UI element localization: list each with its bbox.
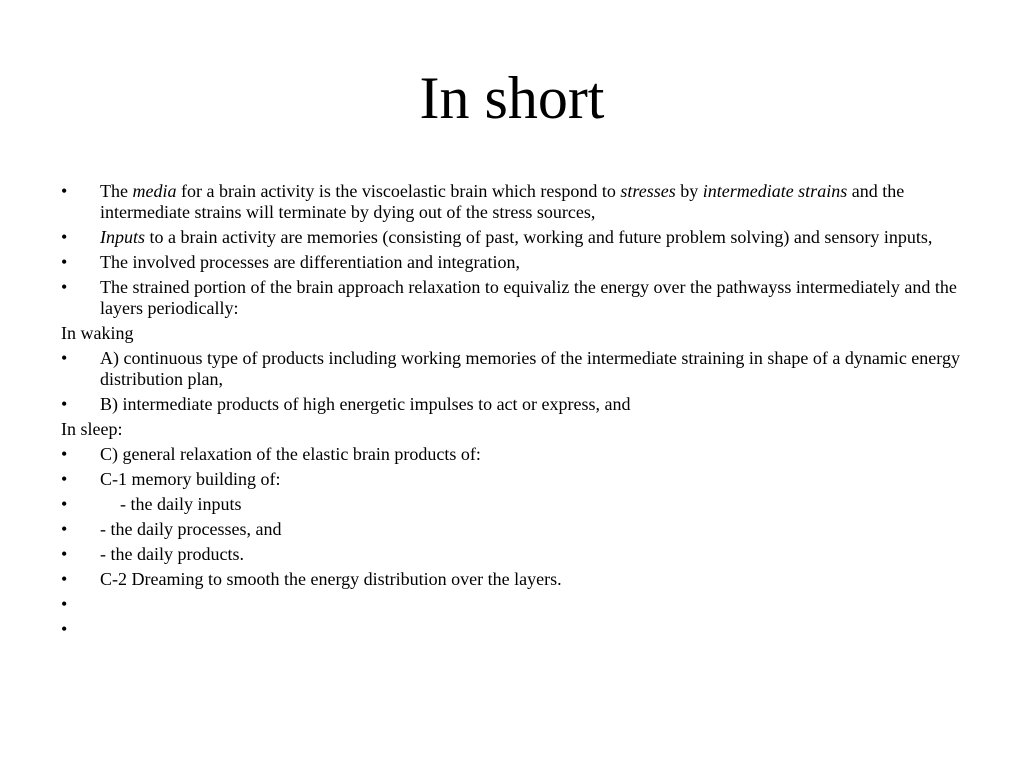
- item-text: [61, 419, 122, 439]
- text-segment: and the intermediate strains will terminate by dying out of the stress sources,: [100, 181, 905, 222]
- item-text: [100, 619, 105, 639]
- bullet-item: [61, 569, 971, 590]
- item-text: [100, 569, 562, 589]
- text-segment: B) intermediate products of high energetic impulses to act or express, and: [100, 394, 631, 414]
- bullet-marker: •: [61, 519, 68, 539]
- bullet-item: [61, 444, 971, 465]
- item-text: [100, 444, 481, 464]
- item-text: [100, 252, 520, 272]
- bullet-marker: •: [61, 252, 68, 272]
- bullet-item: [61, 252, 971, 273]
- bullet-marker: •: [61, 469, 68, 489]
- text-segment: for a brain activity is the viscoelastic brain which respond to: [176, 181, 621, 201]
- item-text: [100, 594, 105, 614]
- slide-title: In short: [419, 65, 605, 131]
- bullet-item: [61, 619, 971, 640]
- slide-body: [61, 181, 971, 644]
- bullet-item: [61, 519, 971, 540]
- item-text: [100, 544, 244, 564]
- bullet-marker: •: [61, 594, 68, 614]
- text-segment: The: [100, 181, 133, 201]
- text-segment: - the daily products.: [100, 544, 244, 564]
- emphasized-term: stresses: [620, 181, 676, 201]
- item-text: [100, 227, 932, 247]
- item-text: [100, 469, 280, 489]
- bullet-marker: •: [61, 544, 68, 564]
- bullet-marker: •: [61, 444, 68, 464]
- text-segment: The strained portion of the brain approach relaxation to equivaliz the energy over the pathwayss intermediately and the layers periodically:: [100, 277, 957, 318]
- bullet-marker: •: [61, 348, 68, 368]
- bullet-marker: •: [61, 227, 68, 247]
- emphasized-term: intermediate strains: [702, 181, 848, 201]
- text-segment: In waking: [61, 323, 134, 343]
- text-segment: - the daily processes, and: [100, 519, 282, 539]
- text-segment: by: [675, 181, 703, 201]
- bullet-item: [61, 227, 971, 248]
- bullet-item: [61, 394, 971, 415]
- item-text: [61, 323, 133, 343]
- text-segment: The involved processes are differentiation and integration,: [100, 252, 521, 272]
- bullet-marker: •: [61, 494, 68, 514]
- bullet-item: [61, 594, 971, 615]
- item-text: [100, 519, 281, 539]
- bullet-item: [61, 544, 971, 565]
- bullet-item: [61, 181, 971, 223]
- bullet-marker: •: [61, 277, 68, 297]
- text-segment: A) continuous type of products including working memories of the intermediate straining in shape of a dynamic energy distribution plan,: [100, 348, 960, 389]
- bullet-marker: •: [61, 181, 68, 201]
- bullet-marker: •: [61, 394, 68, 414]
- item-text: [100, 181, 904, 222]
- item-text: [100, 394, 631, 414]
- bullet-item: [61, 469, 971, 490]
- bullet-item: [61, 277, 971, 319]
- bullet-marker: •: [61, 569, 68, 589]
- section-label: [61, 419, 971, 440]
- text-segment: C-2 Dreaming to smooth the energy distribution over the layers.: [100, 569, 562, 589]
- bullet-marker: •: [61, 619, 68, 639]
- text-segment: to a brain activity are memories (consisting of past, working and future problem solving) and sensory inputs,: [145, 227, 933, 247]
- item-text: [100, 277, 957, 318]
- item-text: [100, 494, 241, 514]
- emphasized-term: Inputs: [100, 227, 145, 247]
- text-segment: In sleep:: [61, 419, 123, 439]
- text-segment: C) general relaxation of the elastic brain products of:: [100, 444, 481, 464]
- text-segment: - the daily inputs: [120, 494, 242, 514]
- section-label: [61, 323, 971, 344]
- bullet-item: [61, 494, 971, 515]
- bullet-item: [61, 348, 971, 390]
- emphasized-term: media: [132, 181, 177, 201]
- item-text: [100, 348, 960, 389]
- text-segment: C-1 memory building of:: [100, 469, 281, 489]
